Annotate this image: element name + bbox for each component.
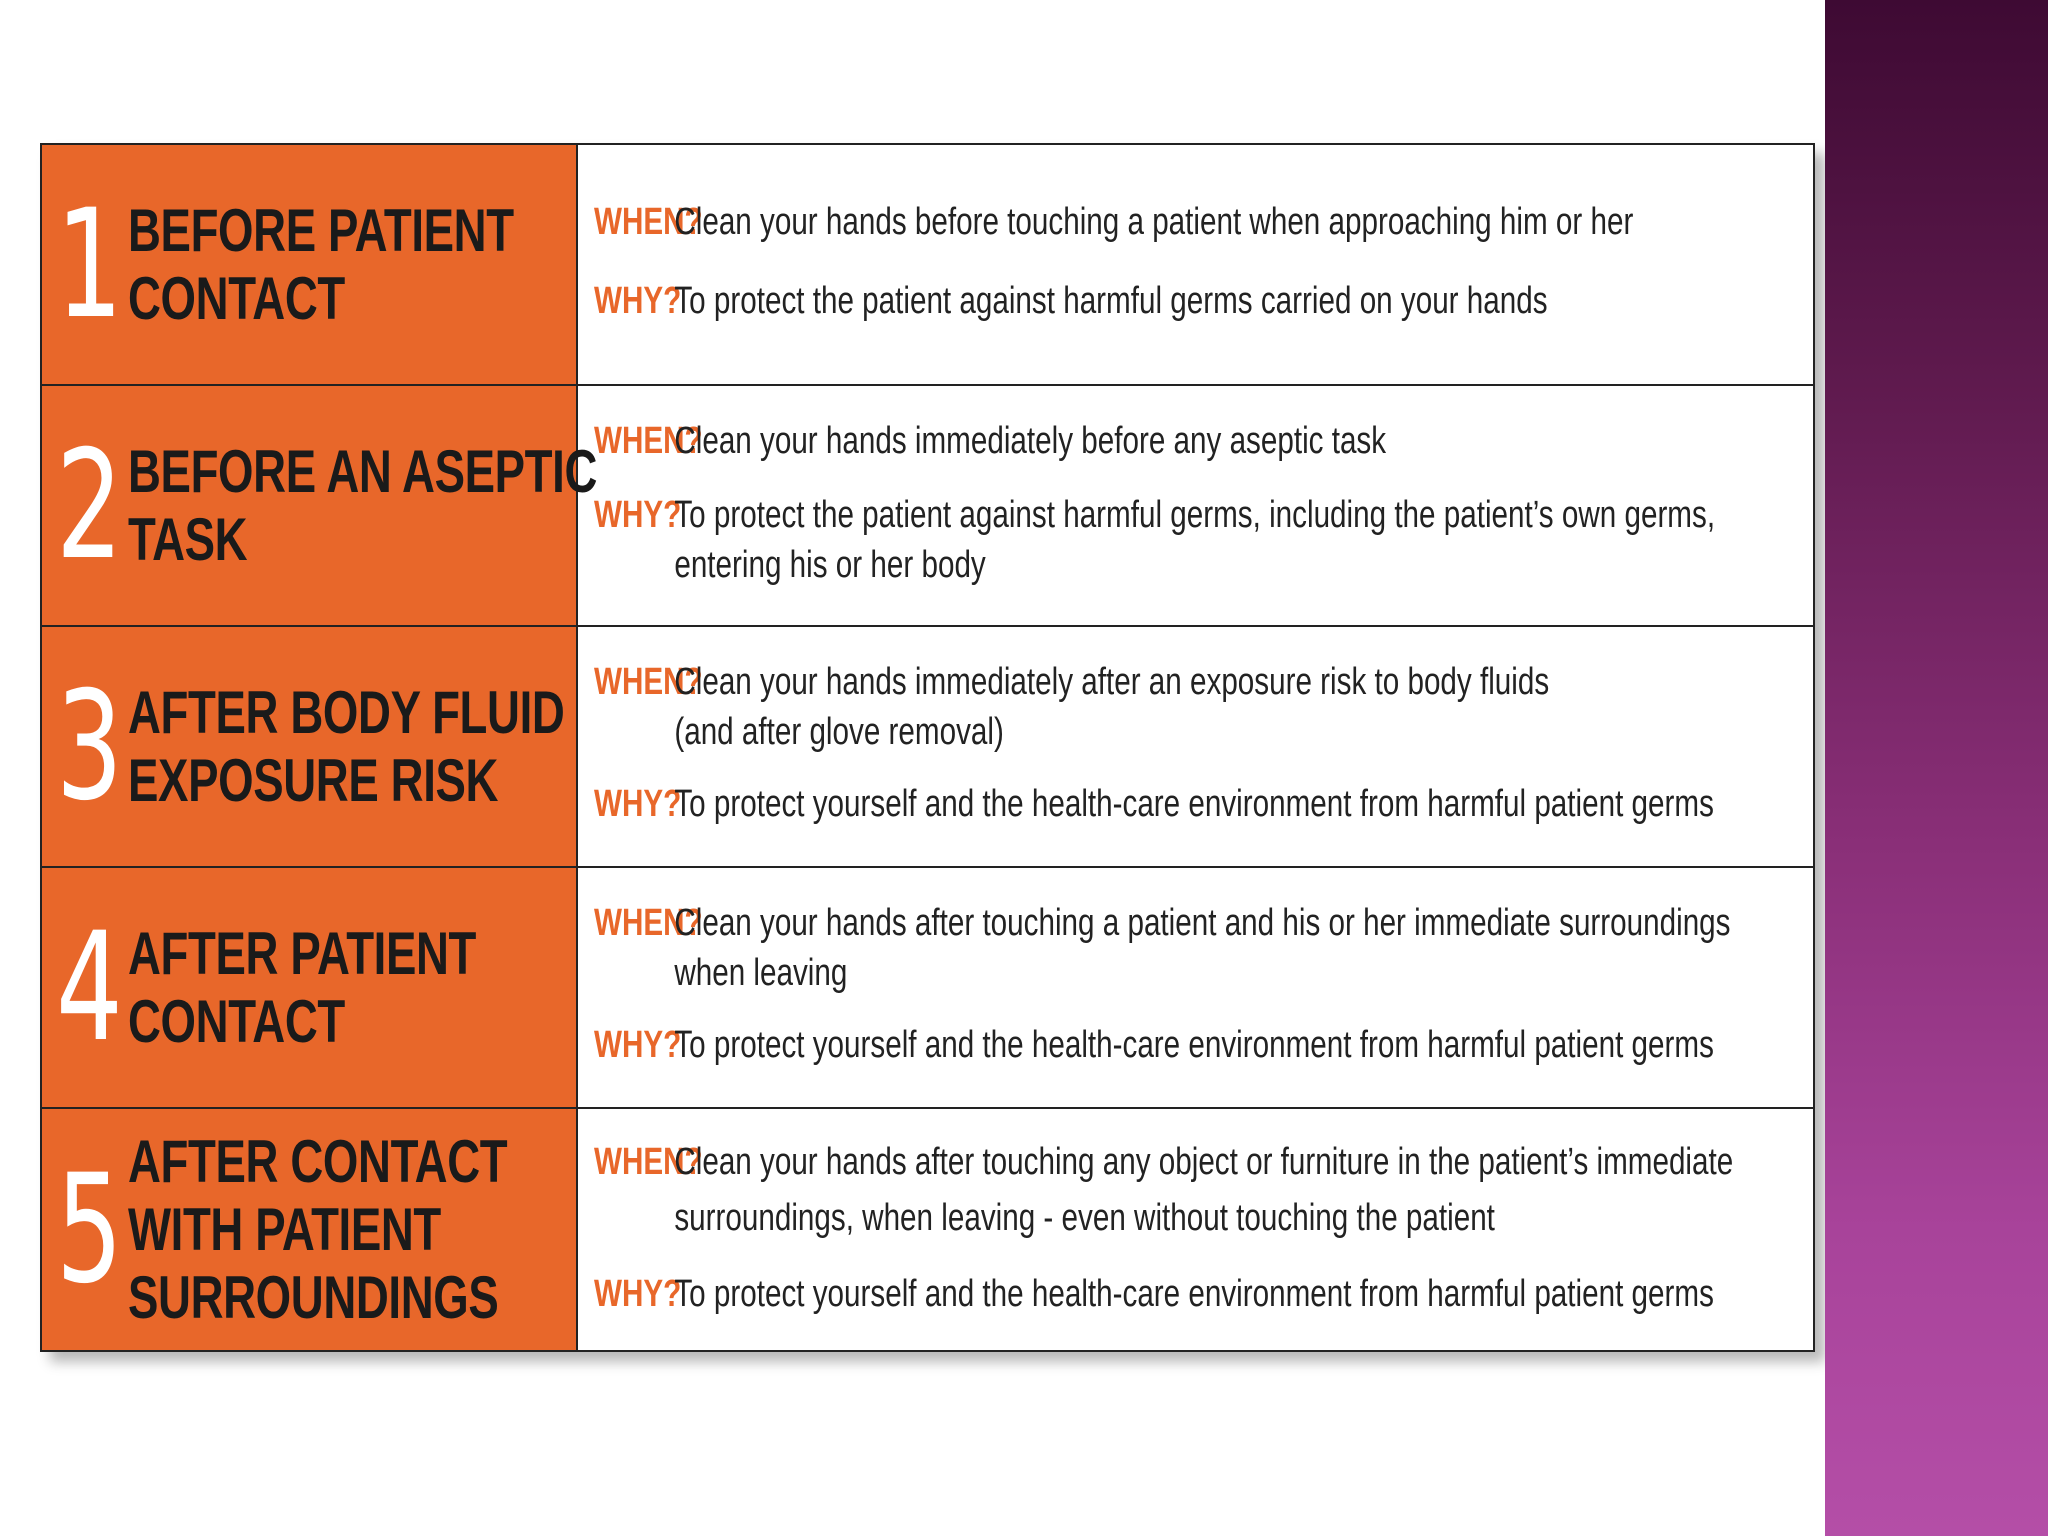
- why-line: To protect the patient against harmful germs, including the patient’s own germs,: [674, 494, 1716, 536]
- when-line: when leaving: [674, 952, 848, 994]
- moment-title: [128, 679, 564, 815]
- moment-header-cell: [42, 627, 578, 866]
- moment-title: [128, 920, 476, 1056]
- when-label: WHEN?: [594, 1141, 703, 1183]
- when-line: Clean your hands after touching any object or furniture in the patient’s immediate: [674, 1141, 1734, 1183]
- five-moments-table: [40, 143, 1815, 1352]
- moment-title-line: AFTER CONTACT: [128, 1127, 508, 1195]
- moment-title-line: TASK: [128, 505, 248, 573]
- moment-detail-cell: [578, 868, 1813, 1107]
- why-line: entering his or her body: [674, 544, 986, 586]
- when-text: [674, 898, 1730, 998]
- moment-detail-cell: [578, 386, 1813, 625]
- moment-title: [128, 438, 597, 574]
- moment-detail-cell: [578, 1109, 1813, 1350]
- why-line: To protect the patient against harmful germs carried on your hands: [674, 280, 1548, 322]
- moment-number: 2: [56, 418, 123, 593]
- moment-number: 1: [56, 177, 123, 352]
- moment-header-cell: [42, 1109, 578, 1350]
- moment-title-line: BEFORE PATIENT: [128, 196, 514, 264]
- why-block: [594, 779, 1714, 829]
- moment-title-line: WITH PATIENT: [128, 1195, 441, 1263]
- when-block: [594, 416, 1546, 466]
- moment-number: 5: [56, 1142, 123, 1317]
- moment-header-cell: [42, 145, 578, 384]
- moment-title-line: AFTER BODY FLUID: [128, 678, 565, 746]
- when-line: Clean your hands immediately before any aseptic task: [674, 420, 1387, 462]
- when-label: WHEN?: [594, 201, 703, 243]
- when-label: WHEN?: [594, 661, 703, 703]
- why-text: [674, 1020, 1714, 1070]
- why-block: [594, 1020, 1714, 1070]
- decorative-side-band: [1825, 0, 2048, 1536]
- why-line: To protect yourself and the health-care environment from harmful patient germs: [674, 783, 1714, 825]
- moment-row-3: [42, 627, 1813, 868]
- when-text: [674, 197, 1633, 247]
- moment-number: 4: [56, 900, 123, 1075]
- moment-title-line: BEFORE AN ASEPTIC: [128, 437, 598, 505]
- moment-title-line: CONTACT: [128, 987, 345, 1055]
- why-line: To protect yourself and the health-care environment from harmful patient germs: [674, 1273, 1714, 1315]
- why-text: [674, 1269, 1714, 1319]
- why-text: [674, 276, 1547, 326]
- when-line: surroundings, when leaving - even without touching the patient: [674, 1197, 1495, 1239]
- moment-title-line: AFTER PATIENT: [128, 919, 477, 987]
- why-label: WHY?: [594, 783, 682, 825]
- moment-row-4: [42, 868, 1813, 1109]
- when-text: [674, 657, 1549, 757]
- when-block: [594, 197, 1634, 247]
- moment-title-line: CONTACT: [128, 264, 345, 332]
- when-line: Clean your hands after touching a patient and his or her immediate surroundings: [674, 902, 1731, 944]
- when-text: [674, 416, 1386, 466]
- why-block: [594, 490, 1716, 590]
- why-label: WHY?: [594, 1273, 682, 1315]
- why-line: To protect yourself and the health-care environment from harmful patient germs: [674, 1024, 1714, 1066]
- when-label: WHEN?: [594, 420, 703, 462]
- moment-row-2: [42, 386, 1813, 627]
- when-block: [594, 1137, 1734, 1243]
- moment-detail-cell: [578, 627, 1813, 866]
- when-text: [674, 1137, 1733, 1243]
- when-line: (and after glove removal): [674, 711, 1004, 753]
- when-label: WHEN?: [594, 902, 703, 944]
- why-label: WHY?: [594, 280, 682, 322]
- when-block: [594, 657, 1550, 757]
- when-line: Clean your hands immediately after an exposure risk to body fluids: [674, 661, 1550, 703]
- why-text: [674, 779, 1714, 829]
- why-label: WHY?: [594, 494, 682, 536]
- moment-title-line: SURROUNDINGS: [128, 1263, 499, 1331]
- why-text: [674, 490, 1715, 590]
- when-block: [594, 898, 1731, 998]
- moment-header-cell: [42, 386, 598, 625]
- moment-title: [128, 1128, 507, 1332]
- moment-row-5: [42, 1109, 1813, 1350]
- when-line: Clean your hands before touching a patient when approaching him or her: [674, 201, 1634, 243]
- moment-title: [128, 197, 514, 333]
- why-block: [594, 1269, 1714, 1319]
- moment-number: 3: [56, 659, 123, 834]
- why-label: WHY?: [594, 1024, 682, 1066]
- moment-header-cell: [42, 868, 578, 1107]
- moment-title-line: EXPOSURE RISK: [128, 746, 499, 814]
- moment-row-1: [42, 145, 1813, 386]
- why-block: [594, 276, 1546, 326]
- moment-detail-cell: [578, 145, 1813, 384]
